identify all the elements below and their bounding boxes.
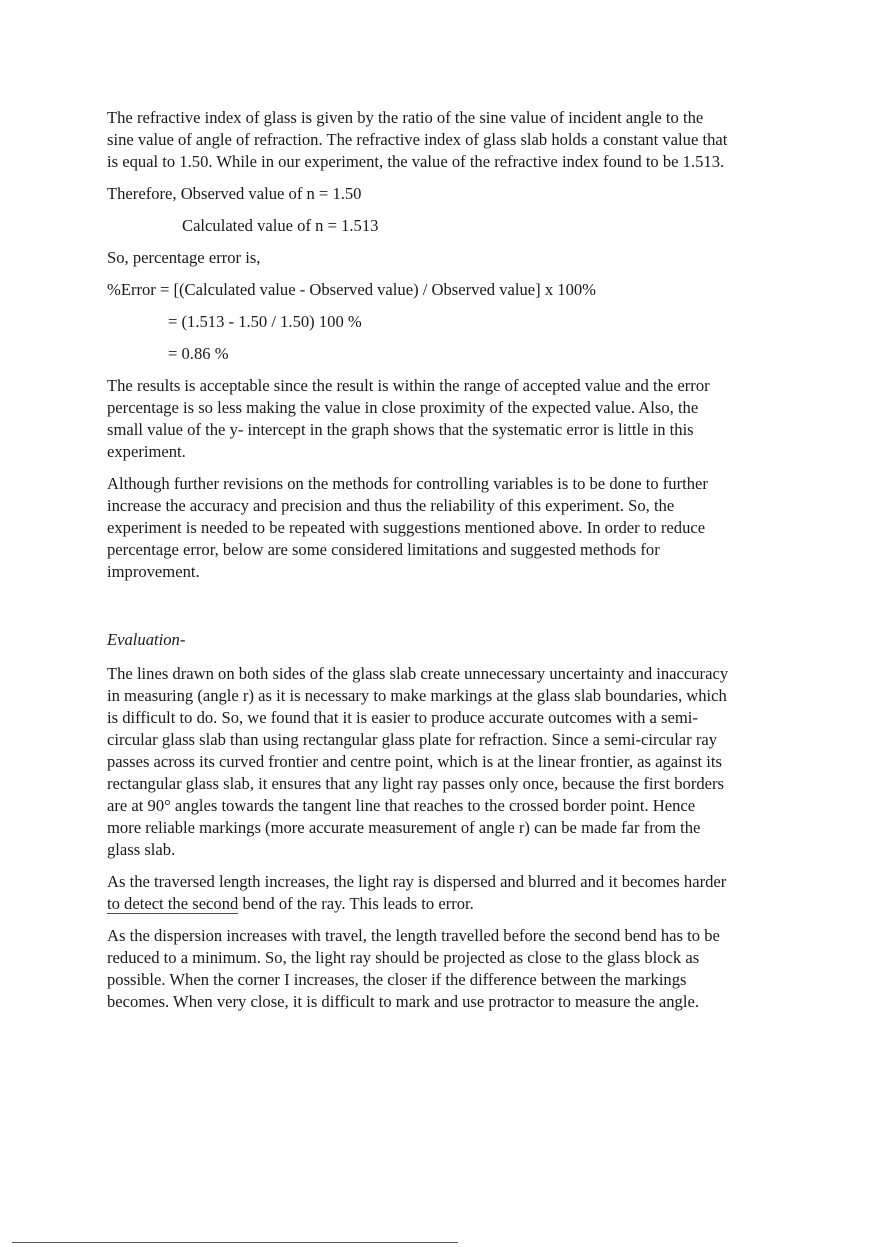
- text-line: is difficult to do. So, we found that it is easier to produce accurate outcomes with a semi-: [107, 708, 698, 727]
- text-line: possible. When the corner I increases, the closer if the difference between the markings: [107, 970, 687, 989]
- paragraph-dispersion-travel: [107, 925, 779, 1013]
- text-line: becomes. When very close, it is difficult to mark and use protractor to measure the angle.: [107, 992, 699, 1011]
- text-line: = (1.513 - 1.50 / 1.50) 100 %: [168, 312, 362, 331]
- text-line: percentage error, below are some considered limitations and suggested methods for: [107, 540, 660, 559]
- percentage-error-intro: [107, 247, 779, 269]
- text-line: glass slab.: [107, 840, 176, 859]
- text-line: Calculated value of n = 1.513: [182, 216, 379, 235]
- text-line: [107, 893, 779, 915]
- text-line: So, percentage error is,: [107, 248, 261, 267]
- text-line: The results is acceptable since the result is within the range of accepted value and the error: [107, 376, 710, 395]
- text-fragment: bend of the ray. This leads to error.: [238, 894, 474, 913]
- text-line: Although further revisions on the methods for controlling variables is to be done to further: [107, 474, 708, 493]
- text-line: experiment is needed to be repeated with suggestions mentioned above. In order to reduce: [107, 518, 706, 537]
- text-line: As the traversed length increases, the light ray is dispersed and blurred and it becomes harder: [107, 872, 727, 891]
- text-line: in measuring (angle r) as it is necessary to make markings at the glass slab boundaries, which: [107, 686, 727, 705]
- text-line: reduced to a minimum. So, the light ray should be projected as close to the glass block as: [107, 948, 700, 967]
- text-line: rectangular glass slab, it ensures that any light ray passes only once, because the first borders: [107, 774, 725, 793]
- text-line: are at 90° angles towards the tangent line that reaches to the crossed border point. Hence: [107, 796, 696, 815]
- text-line: circular glass slab than using rectangular glass plate for refraction. Since a semi-circular ray: [107, 730, 718, 749]
- paragraph-dispersion-error: [107, 871, 779, 915]
- section-spacer: [107, 593, 779, 629]
- spellcheck-underline: to detect the second: [107, 894, 239, 913]
- text-line: experiment.: [107, 442, 186, 461]
- text-line: percentage is so less making the value in close proximity of the expected value. Also, the: [107, 398, 699, 417]
- paragraph-revisions: [107, 473, 779, 583]
- text-line: small value of the y- intercept in the graph shows that the systematic error is little in this: [107, 420, 694, 439]
- paragraph-evaluation: [107, 663, 779, 861]
- document-page: [107, 107, 779, 1023]
- text-line: improvement.: [107, 562, 200, 581]
- text-line: The lines drawn on both sides of the glass slab create unnecessary uncertainty and inaccuracy: [107, 664, 729, 683]
- evaluation-heading: Evaluation-: [107, 630, 186, 649]
- formula-step-1: [107, 311, 779, 333]
- observed-value-line: [107, 183, 779, 205]
- text-line: increase the accuracy and precision and thus the reliability of this experiment. So, the: [107, 496, 675, 515]
- paragraph-refractive-index: [107, 107, 779, 173]
- text-line: The refractive index of glass is given by the ratio of the sine value of incident angle to the: [107, 108, 704, 127]
- footer-rule: [12, 1242, 458, 1243]
- text-line: sine value of angle of refraction. The refractive index of glass slab holds a constant value that: [107, 130, 728, 149]
- paragraph-results: [107, 375, 779, 463]
- text-line: is equal to 1.50. While in our experiment, the value of the refractive index found to be 1.513.: [107, 152, 725, 171]
- percent-error-formula: [107, 279, 779, 301]
- text-line: more reliable markings (more accurate measurement of angle r) can be made far from the: [107, 818, 701, 837]
- calculated-value-line: [107, 215, 779, 237]
- text-line: As the dispersion increases with travel, the length travelled before the second bend has to be: [107, 926, 720, 945]
- text-line: passes across its curved frontier and centre point, which is at the linear frontier, as against its: [107, 752, 722, 771]
- formula-step-2: [107, 343, 779, 365]
- text-line: Therefore, Observed value of n = 1.50: [107, 184, 362, 203]
- text-line: = 0.86 %: [168, 344, 229, 363]
- text-line: %Error = [(Calculated value - Observed value) / Observed value] x 100%: [107, 280, 597, 299]
